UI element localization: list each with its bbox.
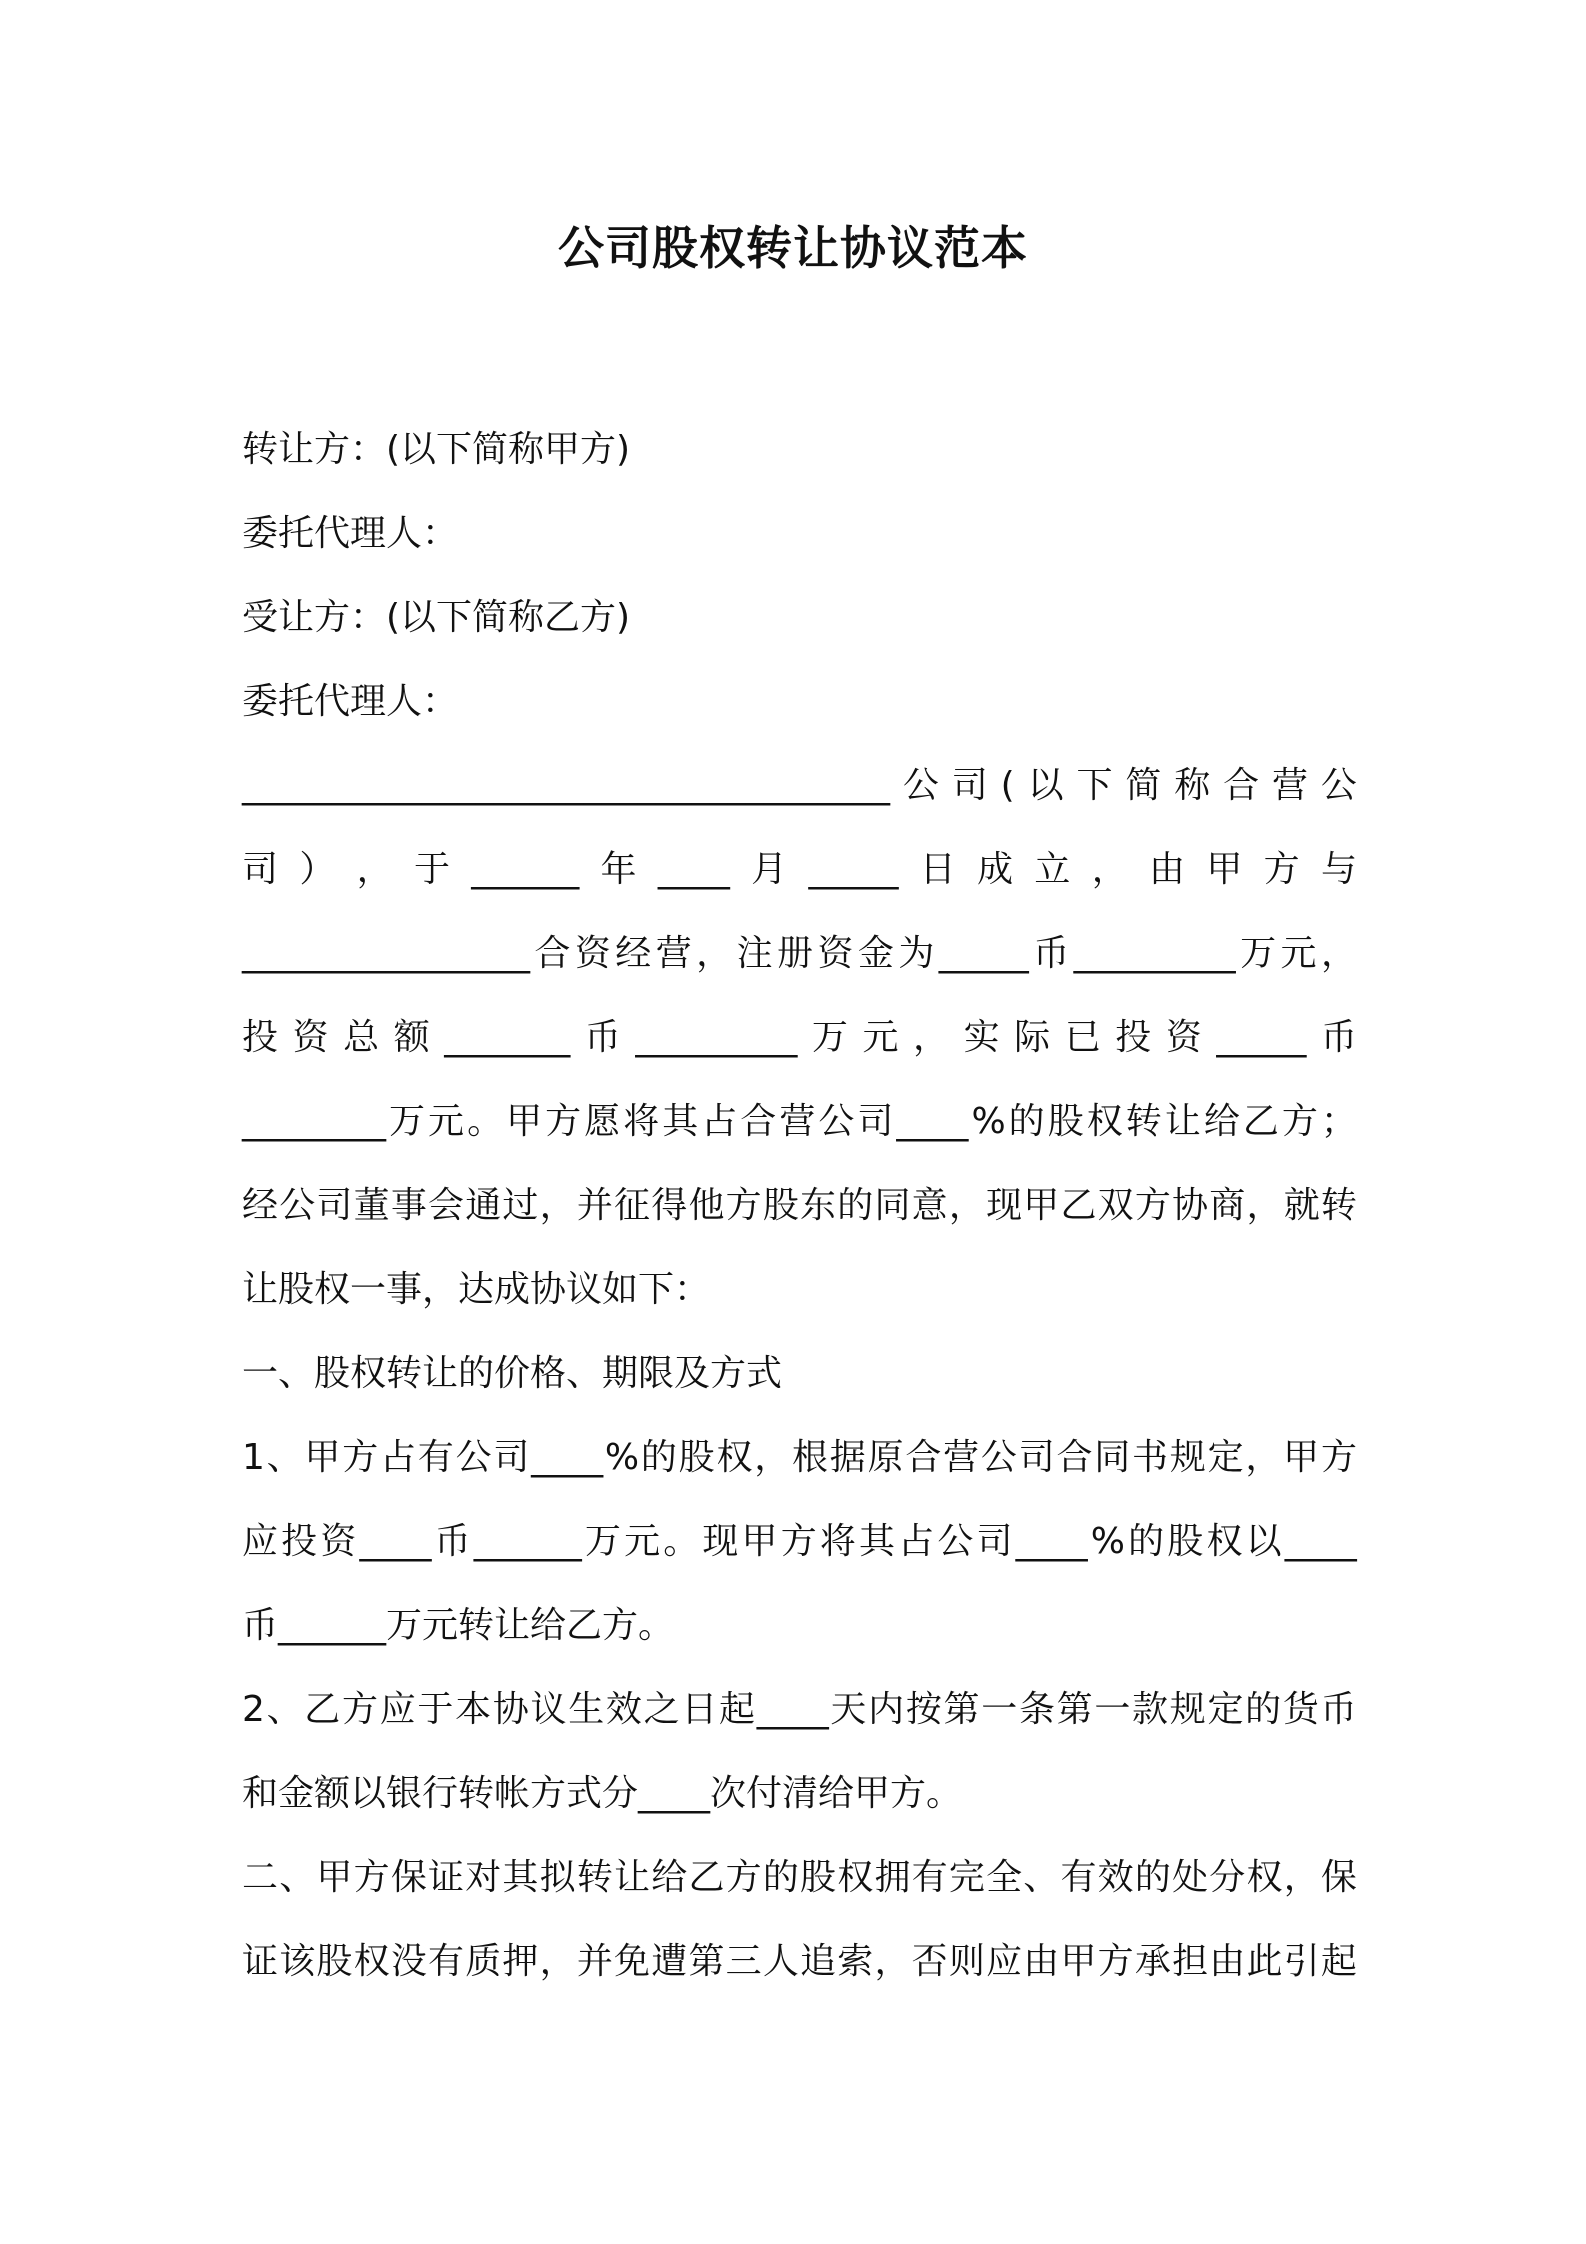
text-run: 公 [1320, 765, 1357, 806]
text-run: 意 [911, 1185, 948, 1226]
text-run: 证 [242, 1941, 279, 1982]
text-run: 司 [857, 1101, 894, 1142]
preamble-line-5 [242, 1080, 1357, 1164]
text-run: 否 [911, 1941, 948, 1982]
text-run: _________ [635, 1017, 798, 1058]
text-run: 方 [725, 1857, 762, 1898]
text-run: 币 [1320, 1689, 1357, 1730]
text-run: 承 [1134, 1941, 1171, 1982]
transferee-line: 受让方：(以下简称乙方) [242, 597, 631, 638]
text-run: 占 [701, 1101, 738, 1142]
text-run: 起 [719, 1689, 756, 1730]
text-run: 合 [534, 933, 571, 974]
text-run: 让 [614, 1857, 651, 1898]
text-run: 方 [353, 1857, 390, 1898]
text-run: 、 [266, 1689, 303, 1730]
text-run: 之 [643, 1689, 680, 1730]
text-run: % [604, 1437, 640, 1478]
text-run: 三 [725, 1941, 762, 1982]
text-run: 其 [859, 1521, 896, 1562]
text-run: 方 [545, 1101, 582, 1142]
text-run: 元 [1280, 933, 1317, 974]
clause-1-line-3: 币______万元转让给乙方。 [242, 1605, 675, 1646]
text-run: 该 [279, 1941, 316, 1982]
text-run: 的 [1128, 1521, 1165, 1562]
text-run: 公 [937, 1521, 974, 1562]
text-run: 为 [898, 933, 935, 974]
text-run: ， [913, 1017, 950, 1058]
text-run: _________ [1073, 933, 1236, 974]
text-run: 没 [390, 1941, 427, 1982]
text-run: 天 [830, 1689, 867, 1730]
text-run: 遭 [651, 1941, 688, 1982]
text-run: 根 [792, 1437, 829, 1478]
text-run: ____________________________________ [242, 765, 890, 806]
text-run: 第 [943, 1689, 980, 1730]
text-run: 已 [1064, 1017, 1101, 1058]
text-run: 征 [614, 1185, 651, 1226]
text-run: 元 [624, 1521, 661, 1562]
text-run: 甲 [1283, 1437, 1320, 1478]
text-run: 实 [963, 1017, 1000, 1058]
section-2-line-1 [242, 1836, 1357, 1920]
text-run: 的 [1245, 1689, 1282, 1730]
text-run: 事 [390, 1185, 427, 1226]
text-run: 同 [1094, 1437, 1131, 1478]
text-run: ， [539, 1185, 576, 1226]
text-run: 会 [428, 1185, 465, 1226]
text-run: 东 [800, 1185, 837, 1226]
text-run: 金 [857, 933, 894, 974]
text-run: 司 [242, 849, 279, 890]
text-run: 以 [1027, 765, 1064, 806]
text-run: 公 [980, 1437, 1017, 1478]
text-run: 司 [951, 765, 988, 806]
text-run: 证 [428, 1857, 465, 1898]
text-run: 董 [353, 1185, 390, 1226]
text-run: 日 [681, 1689, 718, 1730]
text-run: _____ [808, 849, 899, 890]
text-run: 2 [242, 1689, 265, 1730]
text-run: 方 [1320, 1437, 1357, 1478]
text-run: 商 [1209, 1185, 1246, 1226]
text-run: 效 [605, 1689, 642, 1730]
text-run: _____ [938, 933, 1029, 974]
text-run: 担 [1172, 1941, 1209, 1982]
text-run: 通 [465, 1185, 502, 1226]
text-run: 币 [584, 1017, 621, 1058]
text-run: ， [1320, 933, 1357, 974]
text-run: 条 [1018, 1689, 1055, 1730]
text-run: 的 [640, 1437, 677, 1478]
text-run: ， [754, 1437, 791, 1478]
text-run: ， [696, 933, 733, 974]
text-run: 索 [837, 1941, 874, 1982]
section-1-heading: 一、股权转让的价格、期限及方式 [242, 1353, 783, 1394]
text-run: 元 [862, 1017, 899, 1058]
text-run: _____ [1216, 1017, 1307, 1058]
preamble-line-6 [242, 1164, 1357, 1248]
text-run: 占 [380, 1437, 417, 1478]
text-run: 愿 [584, 1101, 621, 1142]
text-run: 投 [281, 1521, 318, 1562]
clause-2-line-2: 和金额以银行转帐方式分____次付清给甲方。 [242, 1773, 963, 1814]
text-run: ____ [756, 1689, 829, 1730]
text-run: 协 [1172, 1185, 1209, 1226]
text-run: 拟 [539, 1857, 576, 1898]
text-run: 此 [1246, 1941, 1283, 1982]
text-run: 的 [837, 1185, 874, 1226]
text-run: 于 [417, 1689, 454, 1730]
text-run: 追 [800, 1941, 837, 1982]
transferor-agent-line: 委托代理人： [242, 513, 459, 554]
text-run: 内 [868, 1689, 905, 1730]
text-run: 权 [716, 1437, 753, 1478]
text-run: 保 [390, 1857, 427, 1898]
text-run: 方 [725, 1185, 762, 1226]
text-run: 转 [1125, 1101, 1162, 1142]
text-run: 原 [867, 1437, 904, 1478]
text-run: ( [1000, 765, 1015, 806]
text-run: 让 [1164, 1101, 1201, 1142]
text-run: 转 [576, 1857, 613, 1898]
text-run: 投 [1115, 1017, 1152, 1058]
text-run: 对 [465, 1857, 502, 1898]
text-run: ____ [1284, 1521, 1357, 1562]
text-run: ； [1320, 1101, 1357, 1142]
text-run: 人 [762, 1941, 799, 1982]
text-run: 元 [428, 1101, 465, 1142]
text-run: 。 [663, 1521, 700, 1562]
text-run: 得 [651, 1185, 688, 1226]
text-run: 股 [1047, 1101, 1084, 1142]
text-run: ________________ [242, 933, 530, 974]
text-run: 甲 [316, 1857, 353, 1898]
text-run: 双 [1097, 1185, 1134, 1226]
text-run: 的 [1134, 1857, 1171, 1898]
text-run: 经 [615, 933, 652, 974]
text-run: 同 [874, 1185, 911, 1226]
text-run: % [1090, 1521, 1125, 1562]
text-run: ______ [473, 1521, 582, 1562]
text-run: 乙 [304, 1689, 341, 1730]
text-run: 生 [568, 1689, 605, 1730]
text-run: 其 [662, 1101, 699, 1142]
text-run: 协 [492, 1689, 529, 1730]
text-run: 投 [242, 1017, 279, 1058]
text-run: 二 [242, 1857, 279, 1898]
text-run: 司 [316, 1185, 353, 1226]
text-run: 他 [688, 1185, 725, 1226]
text-run: 简 [1125, 765, 1162, 806]
text-run: 甲 [741, 1521, 778, 1562]
text-run: ______ [471, 849, 580, 890]
text-run: 本 [455, 1689, 492, 1730]
text-run: 成 [977, 849, 1014, 890]
text-run: 方 [342, 1689, 379, 1730]
text-run: 营 [943, 1437, 980, 1478]
text-run: 营 [779, 1101, 816, 1142]
text-run: 营 [1272, 765, 1309, 806]
text-run: 万 [389, 1101, 426, 1142]
text-run: 方 [780, 1521, 817, 1562]
text-run: 分 [1209, 1857, 1246, 1898]
text-run: 以 [1245, 1521, 1282, 1562]
text-run: 乙 [1060, 1185, 1097, 1226]
text-run: _______ [444, 1017, 571, 1058]
text-run: 完 [948, 1857, 985, 1898]
text-run: 权 [1246, 1857, 1283, 1898]
text-run: 有 [1060, 1857, 1097, 1898]
text-run: 其 [502, 1857, 539, 1898]
text-run: 方 [1134, 1185, 1171, 1226]
text-run: 合 [905, 1437, 942, 1478]
text-run: 、 [1023, 1857, 1060, 1898]
text-run: 乙 [688, 1857, 725, 1898]
text-run: 全 [986, 1857, 1023, 1898]
text-run: 规 [1169, 1689, 1206, 1730]
clause-1-line-1 [242, 1416, 1357, 1500]
preamble-line-2 [242, 828, 1357, 912]
text-run: 甲 [304, 1437, 341, 1478]
text-run: ， [1246, 1185, 1283, 1226]
text-run: 押 [502, 1941, 539, 1982]
text-run: 万 [1240, 933, 1277, 974]
text-run: 由 [1209, 1941, 1246, 1982]
text-run: 司 [493, 1437, 530, 1478]
text-run: ____ [359, 1521, 432, 1562]
text-run: 、 [266, 1437, 303, 1478]
text-run: 方 [1263, 849, 1300, 890]
text-run: 规 [1169, 1437, 1206, 1478]
text-run: ） [299, 849, 336, 890]
text-run: 有 [428, 1941, 465, 1982]
text-run: 将 [819, 1521, 856, 1562]
text-run: 并 [576, 1941, 613, 1982]
text-run: 应 [242, 1521, 279, 1562]
text-run: 保 [1320, 1857, 1357, 1898]
text-run: 权 [1206, 1521, 1243, 1562]
text-run: ， [1091, 849, 1128, 890]
text-run: ____ [531, 1437, 604, 1478]
text-run: 由 [1149, 849, 1186, 890]
text-run: 股 [762, 1185, 799, 1226]
text-run: 第 [1056, 1689, 1093, 1730]
text-run: 免 [614, 1941, 651, 1982]
text-run: 方 [1281, 1101, 1318, 1142]
text-run: 公 [279, 1185, 316, 1226]
text-run: 方 [342, 1437, 379, 1478]
text-run: 注 [736, 933, 773, 974]
text-run: ____ [896, 1101, 969, 1142]
text-run: 占 [898, 1521, 935, 1562]
text-run: 司 [1018, 1437, 1055, 1478]
text-run: 立 [1034, 849, 1071, 890]
text-run: 权 [353, 1941, 390, 1982]
preamble-line-7: 让股权一事，达成协议如下： [242, 1269, 711, 1310]
text-run: 一 [1094, 1689, 1131, 1730]
text-run: 现 [702, 1521, 739, 1562]
text-run: 合 [1223, 765, 1260, 806]
text-run: ， [1245, 1437, 1282, 1478]
text-run: 就 [1283, 1185, 1320, 1226]
text-run: 册 [777, 933, 814, 974]
section-2-line-2 [242, 1920, 1357, 2004]
text-run: 第 [688, 1941, 725, 1982]
text-run: 资 [574, 933, 611, 974]
text-run: 定 [1207, 1689, 1244, 1730]
text-run: 公 [902, 765, 939, 806]
text-run: 万 [811, 1017, 848, 1058]
text-run: 甲 [1206, 849, 1243, 890]
text-run: ， [874, 1941, 911, 1982]
text-run: 际 [1014, 1017, 1051, 1058]
text-run: 。 [467, 1101, 504, 1142]
text-run: 给 [651, 1857, 688, 1898]
text-run: 书 [1132, 1437, 1169, 1478]
text-run: 合 [1056, 1437, 1093, 1478]
text-run: 按 [905, 1689, 942, 1730]
text-run: 资 [292, 1017, 329, 1058]
text-run: 资 [1165, 1017, 1202, 1058]
text-run: ________ [242, 1101, 386, 1142]
text-run: 月 [751, 849, 788, 890]
text-run: 据 [829, 1437, 866, 1478]
text-run: 并 [576, 1185, 613, 1226]
text-run: 将 [623, 1101, 660, 1142]
text-run: ， [1283, 1857, 1320, 1898]
text-run: 权 [1086, 1101, 1123, 1142]
transferor-line: 转让方：(以下简称甲方) [242, 429, 631, 470]
clause-2-line-1 [242, 1668, 1357, 1752]
text-run: 经 [242, 1185, 279, 1226]
text-run: 乙 [1242, 1101, 1279, 1142]
text-run: 营 [655, 933, 692, 974]
text-run: 给 [1203, 1101, 1240, 1142]
text-run: 合 [740, 1101, 777, 1142]
text-run: 有 [417, 1437, 454, 1478]
text-run: 货 [1282, 1689, 1319, 1730]
text-run: 处 [1172, 1857, 1209, 1898]
text-run: 质 [465, 1941, 502, 1982]
text-run: 方 [1097, 1941, 1134, 1982]
text-run: 甲 [1023, 1185, 1060, 1226]
text-run: 币 [434, 1521, 471, 1562]
text-run: 的 [1008, 1101, 1045, 1142]
text-run: 起 [1320, 1941, 1357, 1982]
text-run: 转 [1320, 1185, 1357, 1226]
text-run: ， [948, 1185, 985, 1226]
text-run: 与 [1320, 849, 1357, 890]
text-run: % [971, 1101, 1006, 1142]
text-run: 总 [343, 1017, 380, 1058]
text-run: 应 [986, 1941, 1023, 1982]
text-run: 权 [837, 1857, 874, 1898]
text-run: 额 [393, 1017, 430, 1058]
clause-1-line-2 [242, 1500, 1357, 1584]
text-run: 一 [981, 1689, 1018, 1730]
text-run: 万 [584, 1521, 621, 1562]
text-run: 年 [600, 849, 637, 890]
text-run: 公 [455, 1437, 492, 1478]
text-run: 称 [1174, 765, 1211, 806]
text-run: 定 [1207, 1437, 1244, 1478]
text-run: 议 [530, 1689, 567, 1730]
document-title: 公司股权转让协议范本 [558, 221, 1028, 275]
text-run: 币 [1033, 933, 1070, 974]
text-run: 1 [242, 1437, 265, 1478]
text-run: 币 [1320, 1017, 1357, 1058]
document-body [242, 408, 1357, 2004]
text-run: 股 [800, 1857, 837, 1898]
text-run: 司 [976, 1521, 1013, 1562]
transferee-agent-line: 委托代理人： [242, 681, 459, 722]
text-run: 甲 [506, 1101, 543, 1142]
text-run: 日 [919, 849, 956, 890]
text-run: 应 [379, 1689, 416, 1730]
text-run: 过 [502, 1185, 539, 1226]
text-run: 、 [279, 1857, 316, 1898]
text-run: 拥 [874, 1857, 911, 1898]
text-run: 则 [948, 1941, 985, 1982]
text-run: 资 [320, 1521, 357, 1562]
preamble-line-4 [242, 996, 1357, 1080]
preamble-line-3 [242, 912, 1357, 996]
text-run: 股 [1167, 1521, 1204, 1562]
text-run: 的 [762, 1857, 799, 1898]
text-run: ， [356, 849, 393, 890]
text-run: 款 [1132, 1689, 1169, 1730]
text-run: 股 [678, 1437, 715, 1478]
text-run: ____ [1015, 1521, 1088, 1562]
text-run: 下 [1076, 765, 1113, 806]
preamble-line-1 [242, 744, 1357, 828]
text-run: 公 [818, 1101, 855, 1142]
text-run: 股 [316, 1941, 353, 1982]
text-run: 引 [1283, 1941, 1320, 1982]
text-run: 甲 [1060, 1941, 1097, 1982]
text-run: 由 [1023, 1941, 1060, 1982]
text-run: ， [539, 1941, 576, 1982]
text-run: 效 [1097, 1857, 1134, 1898]
text-run: 资 [817, 933, 854, 974]
text-run: ____ [657, 849, 730, 890]
text-run: 于 [413, 849, 450, 890]
text-run: 现 [986, 1185, 1023, 1226]
text-run: 有 [911, 1857, 948, 1898]
